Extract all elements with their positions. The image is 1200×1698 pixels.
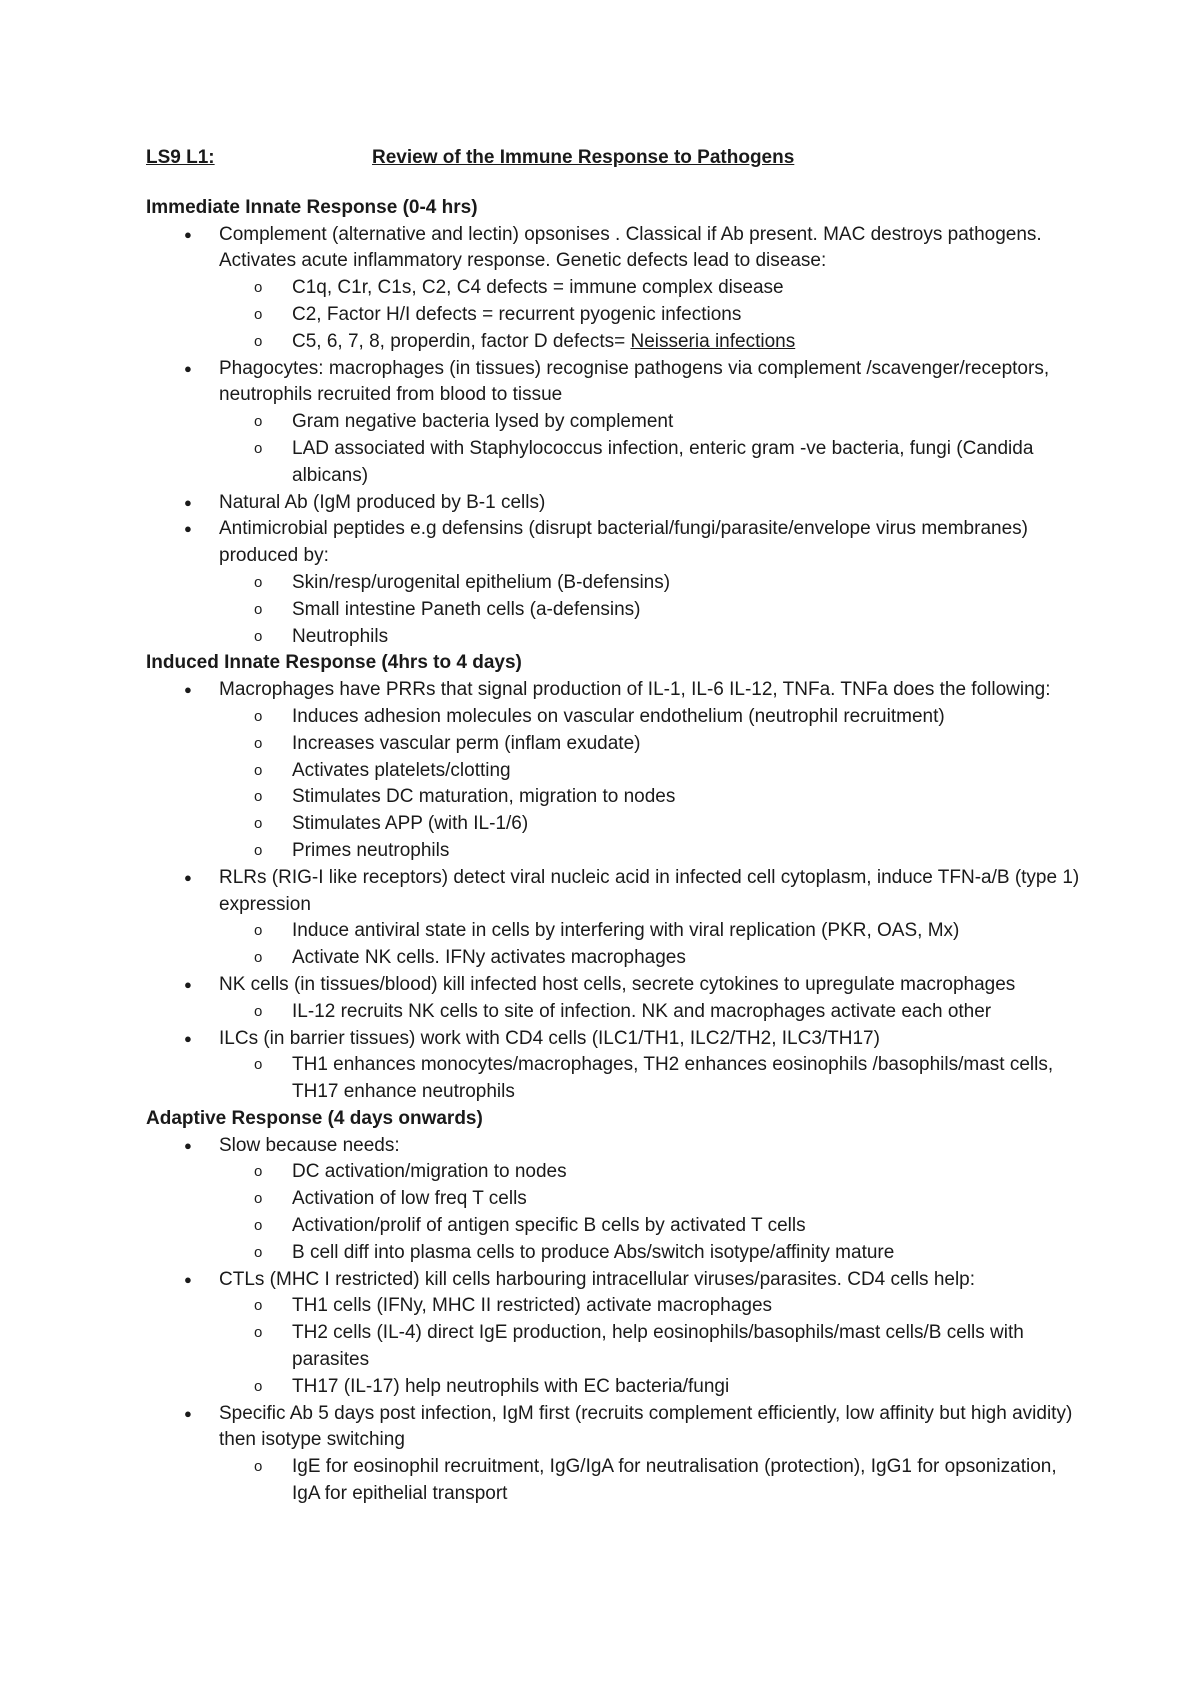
sub-list-item: [219, 999, 1080, 1026]
bullet-circle-icon: o: [254, 600, 263, 618]
list-item-text: RLRs (RIG-I like receptors) detect viral nucleic acid in infected cell cytoplasm, induce TFN-a/B (type 1) expression: [219, 866, 1080, 915]
sub-list-item-text: Stimulates APP (with IL-1/6): [292, 813, 529, 835]
sub-list-item-text: TH2 cells (IL-4) direct IgE production, help eosinophils/basophils/mast cells/B cells with parasites: [292, 1322, 1024, 1371]
list-item-text: Antimicrobial peptides e.g defensins (disrupt bacterial/fungi/parasite/envelope virus membranes) produced by:: [219, 518, 1028, 567]
list-item: [146, 1133, 1080, 1267]
sub-list-item-text: Induces adhesion molecules on vascular endothelium (neutrophil recruitment): [292, 705, 945, 727]
sub-list-item: [219, 597, 1080, 624]
list-item: [146, 1026, 1080, 1106]
bullet-circle-icon: o: [254, 949, 263, 967]
list-item-text: Macrophages have PRRs that signal production of IL-1, IL-6 IL-12, TNFa. TNFa does the following:: [219, 679, 1051, 701]
list-item-text: Complement (alternative and lectin) opsonises . Classical if Ab present. MAC destroys pathogens. Activates acute inflammatory response. Genetic defects lead to disease:: [219, 223, 1042, 272]
bullet-dot-icon: ●: [184, 869, 192, 885]
bullet-circle-icon: o: [254, 1377, 263, 1395]
bullet-dot-icon: ●: [184, 1405, 192, 1421]
sub-list: [219, 918, 1080, 972]
list-item: [146, 356, 1080, 490]
sub-list-item-text: Primes neutrophils: [292, 839, 450, 861]
bullet-dot-icon: ●: [184, 976, 192, 992]
list-item-text: Phagocytes: macrophages (in tissues) recognise pathogens via complement /scavenger/receptors, neutrophils recruited from blood to tissue: [219, 357, 1050, 406]
bullet-circle-icon: o: [254, 439, 263, 457]
bullet-list: [146, 677, 1080, 1106]
bullet-circle-icon: o: [254, 788, 263, 806]
bullet-list: [146, 222, 1080, 651]
sub-list-item: [219, 1374, 1080, 1401]
lecture-code: LS9 L1:: [146, 147, 215, 168]
sub-list-item: [219, 329, 1080, 356]
sub-list-item: [219, 1454, 1080, 1508]
sub-list-item-text: Increases vascular perm (inflam exudate): [292, 732, 641, 754]
bullet-dot-icon: ●: [184, 360, 192, 376]
sub-list-item: [219, 1320, 1080, 1374]
sub-list-item-text: Activate NK cells. IFNy activates macrophages: [292, 947, 686, 969]
bullet-dot-icon: ●: [184, 682, 192, 698]
bullet-dot-icon: ●: [184, 1271, 192, 1287]
sub-list-item-text: Small intestine Paneth cells (a-defensins): [292, 598, 641, 620]
bullet-circle-icon: o: [254, 627, 263, 645]
bullet-circle-icon: o: [254, 1324, 263, 1342]
sub-list-item: [219, 1293, 1080, 1320]
sub-list-item: [219, 918, 1080, 945]
sub-list-item-text: Neutrophils: [292, 625, 389, 647]
bullet-list: [146, 1133, 1080, 1508]
sub-list-item: [219, 624, 1080, 651]
sub-list-item: [219, 409, 1080, 436]
sub-list-item: [219, 731, 1080, 758]
sub-list-item-text: IL-12 recruits NK cells to site of infection. NK and macrophages activate each other: [292, 1000, 992, 1022]
title-row: [146, 145, 1080, 172]
section-heading: Induced Innate Response (4hrs to 4 days): [146, 652, 522, 674]
list-item-text: Specific Ab 5 days post infection, IgM first (recruits complement efficiently, low affinity but high avidity) then isotype switching: [219, 1402, 1073, 1451]
sub-list: [219, 275, 1080, 355]
sub-list-item-text: Activation/prolif of antigen specific B cells by activated T cells: [292, 1215, 806, 1237]
bullet-circle-icon: o: [254, 761, 263, 779]
list-item-text: Natural Ab (IgM produced by B-1 cells): [219, 491, 546, 513]
section-heading: Immediate Innate Response (0-4 hrs): [146, 196, 478, 218]
sub-list-item-text: Induce antiviral state in cells by interfering with viral replication (PKR, OAS, Mx): [292, 920, 960, 942]
list-item-text: NK cells (in tissues/blood) kill infected host cells, secrete cytokines to upregulate macrophages: [219, 973, 1016, 995]
list-item: [146, 1401, 1080, 1508]
sub-list-item: [219, 784, 1080, 811]
bullet-dot-icon: ●: [184, 521, 192, 537]
sub-list: [219, 704, 1080, 865]
sub-list-item: [219, 1240, 1080, 1267]
sub-list-item-text: C5, 6, 7, 8, properdin, factor D defects=: [292, 330, 631, 352]
bullet-circle-icon: o: [254, 413, 263, 431]
bullet-circle-icon: o: [254, 1163, 263, 1181]
sub-list-item-text: TH1 cells (IFNy, MHC II restricted) activate macrophages: [292, 1295, 773, 1317]
list-item: [146, 865, 1080, 972]
bullet-dot-icon: ●: [184, 226, 192, 242]
list-item: [146, 490, 1080, 517]
list-item: [146, 972, 1080, 1026]
sub-list-item: [219, 1052, 1080, 1106]
sub-list-item: [219, 811, 1080, 838]
sub-list-item-text: DC activation/migration to nodes: [292, 1161, 567, 1183]
sub-list-item: [219, 758, 1080, 785]
sub-list-item-text: Activation of low freq T cells: [292, 1188, 527, 1210]
bullet-circle-icon: o: [254, 841, 263, 859]
bullet-circle-icon: o: [254, 1002, 263, 1020]
list-item-text: ILCs (in barrier tissues) work with CD4 cells (ILC1/TH1, ILC2/TH2, ILC3/TH17): [219, 1027, 880, 1049]
bullet-circle-icon: o: [254, 573, 263, 591]
sub-list-item-text: C1q, C1r, C1s, C2, C4 defects = immune complex disease: [292, 277, 784, 299]
sub-list-item-text: IgE for eosinophil recruitment, IgG/IgA for neutralisation (protection), IgG1 for opsonization, IgA for epithelial transport: [292, 1456, 1057, 1505]
sub-list-item: [219, 436, 1080, 490]
sub-list-item: [219, 302, 1080, 329]
section-heading: Adaptive Response (4 days onwards): [146, 1107, 483, 1129]
sub-list-item-text: TH17 (IL-17) help neutrophils with EC bacteria/fungi: [292, 1375, 730, 1397]
bullet-circle-icon: o: [254, 1243, 263, 1261]
page-title: Review of the Immune Response to Pathogens: [372, 147, 795, 168]
bullet-circle-icon: o: [254, 815, 263, 833]
sub-list: [219, 1052, 1080, 1106]
bullet-circle-icon: o: [254, 1056, 263, 1074]
sub-list-item-text: C2, Factor H/I defects = recurrent pyogenic infections: [292, 303, 742, 325]
bullet-circle-icon: o: [254, 922, 263, 940]
sub-list-item: [219, 275, 1080, 302]
bullet-dot-icon: ●: [184, 1137, 192, 1153]
sub-list-item: [219, 1213, 1080, 1240]
bullet-circle-icon: o: [254, 707, 263, 725]
sub-list-item-text: Stimulates DC maturation, migration to nodes: [292, 786, 676, 808]
bullet-dot-icon: ●: [184, 1030, 192, 1046]
sub-list: [219, 999, 1080, 1026]
sub-list: [219, 1293, 1080, 1400]
sub-list-item-text: B cell diff into plasma cells to produce Abs/switch isotype/affinity mature: [292, 1241, 895, 1263]
sub-list: [219, 1159, 1080, 1266]
sub-list: [219, 409, 1080, 489]
list-item: [146, 222, 1080, 356]
bullet-dot-icon: ●: [184, 494, 192, 510]
sub-list-item: [219, 704, 1080, 731]
list-item: [146, 677, 1080, 865]
sub-list-item-text: TH1 enhances monocytes/macrophages, TH2 enhances eosinophils /basophils/mast cells, TH17 enhance neutrophils: [292, 1054, 1054, 1103]
underlined-text: Neisseria infections: [630, 330, 796, 352]
sub-list-item: [219, 1186, 1080, 1213]
sub-list-item-text: Activates platelets/clotting: [292, 759, 511, 781]
sub-list-item-text: LAD associated with Staphylococcus infection, enteric gram -ve bacteria, fungi (Candida albicans): [292, 437, 1034, 486]
sub-list-item: [219, 1159, 1080, 1186]
list-item: [146, 1267, 1080, 1401]
bullet-circle-icon: o: [254, 1458, 263, 1476]
bullet-circle-icon: o: [254, 332, 263, 350]
bullet-circle-icon: o: [254, 279, 263, 297]
sub-list-item: [219, 945, 1080, 972]
sub-list-item: [219, 570, 1080, 597]
bullet-circle-icon: o: [254, 1190, 263, 1208]
sub-list: [219, 570, 1080, 650]
list-item-text: Slow because needs:: [219, 1134, 400, 1156]
list-item: [146, 516, 1080, 650]
bullet-circle-icon: o: [254, 734, 263, 752]
sub-list-item: [219, 838, 1080, 865]
sub-list-item-text: Skin/resp/urogenital epithelium (B-defensins): [292, 571, 671, 593]
sub-list: [219, 1454, 1080, 1508]
bullet-circle-icon: o: [254, 1297, 263, 1315]
list-item-text: CTLs (MHC I restricted) kill cells harbouring intracellular viruses/parasites. CD4 cells help:: [219, 1268, 976, 1290]
sub-list-item-text: Gram negative bacteria lysed by complement: [292, 411, 674, 433]
bullet-circle-icon: o: [254, 1217, 263, 1235]
bullet-circle-icon: o: [254, 305, 263, 323]
notes-body: [146, 195, 1080, 1508]
